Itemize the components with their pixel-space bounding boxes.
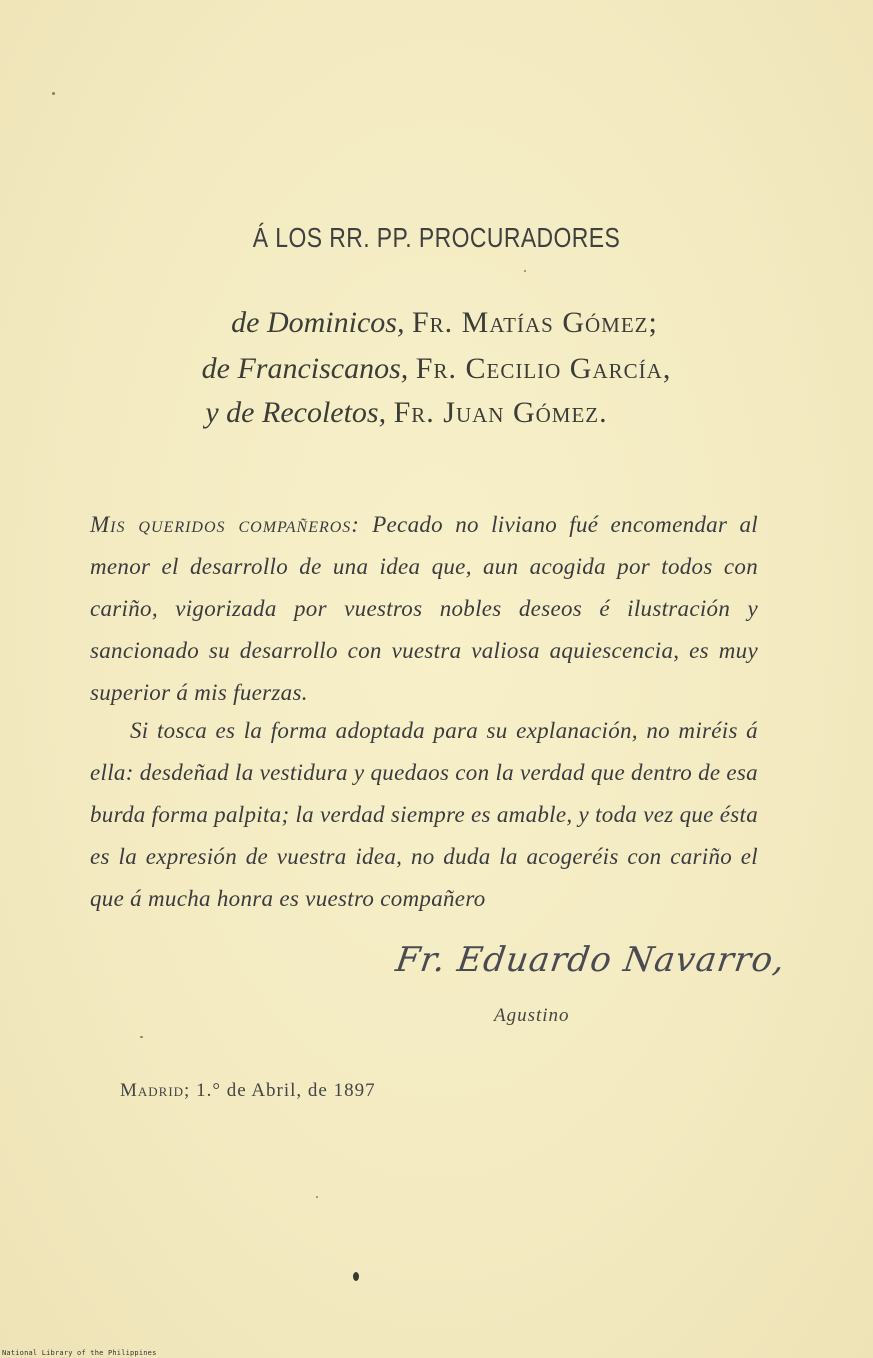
signature: Fr. Eduardo Navarro, — [393, 940, 788, 980]
dateline-date: 1.° de Abril, de 1897 — [196, 1080, 376, 1101]
signature-order: Agustino — [494, 1005, 570, 1026]
dedication-name: Fr. Juan Gómez. — [393, 396, 608, 429]
dedication-prefix: y de Recoletos, — [205, 396, 387, 429]
dedication-prefix: de Dominicos, — [231, 306, 405, 339]
body-paragraph-1 — [90, 504, 758, 714]
dedication-line-recoletos — [0, 396, 843, 430]
paper-speck — [316, 1196, 318, 1198]
paragraph-text: Si tosca es la forma adoptada para su explanación, no miréis á ella: desdeñad la vestidura y quedaos con la verdad que dentro de esa burda forma palpita; la verdad siempre es amable, y toda vez que ésta es la expresión de vuestra idea, no duda la acogeréis con cariño el que á mucha honra es vuestro compañero — [90, 718, 758, 911]
ink-blot — [353, 1272, 359, 1281]
dedication-name: Fr. Cecilio García, — [415, 352, 672, 385]
paper-speck — [140, 1036, 143, 1038]
dedication-name: Fr. Matías Gómez; — [411, 306, 658, 339]
paper-speck — [52, 92, 55, 95]
paper-speck — [524, 270, 526, 272]
page-heading: Á LOS RR. PP. PROCURADORES — [252, 222, 621, 253]
dedication-line-franciscanos — [0, 352, 873, 386]
salutation: Mis queridos compañeros: — [90, 512, 360, 537]
dateline — [120, 1080, 376, 1102]
footer-credit: National Library of the Philippines — [2, 1349, 157, 1357]
body-paragraph-2 — [90, 710, 758, 920]
paragraph-text: Pecado no liviano fué encomendar al menor el desarrollo de una idea que, aun acogida por todos con cariño, vigorizada por vuestros nobles deseos é ilustración y sancionado su desarrollo con vuestra valiosa aquiescencia, es muy superior á mis fuerzas. — [90, 512, 758, 705]
dateline-place: Madrid; — [120, 1080, 191, 1101]
dedication-prefix: de Franciscanos, — [201, 352, 409, 385]
dedication-line-dominicos — [8, 306, 873, 340]
